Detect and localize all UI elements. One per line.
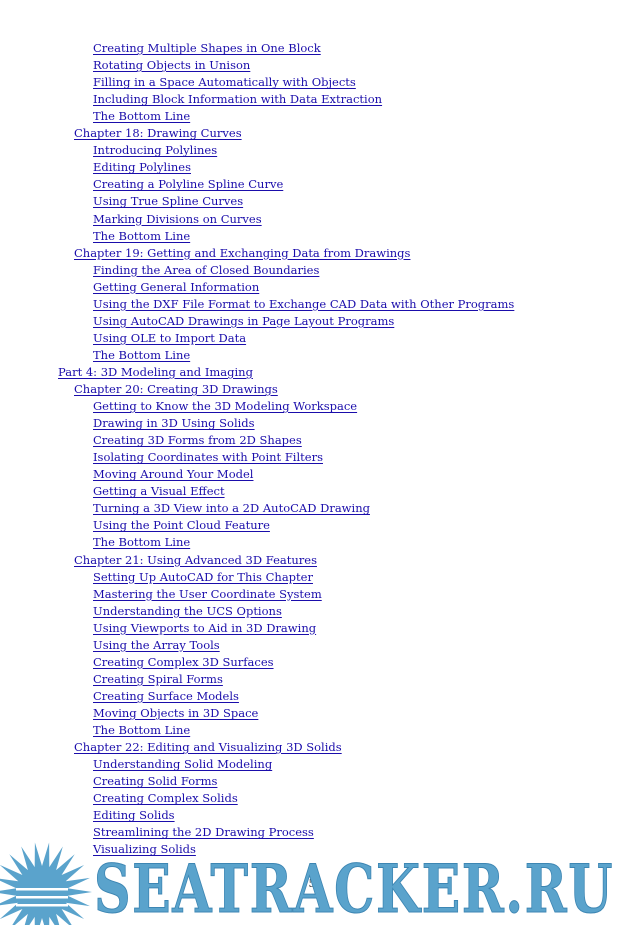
toc-link[interactable]: Using the Point Cloud Feature — [93, 518, 270, 533]
toc-link[interactable]: Chapter 19: Getting and Exchanging Data from Drawings — [74, 245, 411, 260]
toc-link[interactable]: Moving Around Your Model — [93, 467, 254, 482]
toc-link[interactable]: Part 4: 3D Modeling and Imaging — [58, 364, 253, 379]
toc-link[interactable]: Filling in a Space Automatically with Objects — [93, 75, 356, 90]
toc-link[interactable]: Using the DXF File Format to Exchange CAD Data with Other Programs — [93, 296, 515, 311]
toc-link[interactable]: Turning a 3D View into a 2D AutoCAD Drawing — [93, 501, 370, 516]
toc-link[interactable]: Rotating Objects in Unison — [93, 58, 251, 73]
toc-link[interactable]: The Bottom Line — [93, 109, 191, 124]
toc-link[interactable]: Using the Array Tools — [93, 637, 220, 652]
toc-link[interactable]: Getting General Information — [93, 279, 260, 294]
toc-link[interactable]: Marking Divisions on Curves — [93, 211, 262, 226]
toc-link[interactable]: Including Block Information with Data Extraction — [93, 92, 383, 107]
toc-link[interactable]: The Bottom Line — [93, 535, 191, 550]
watermark-text: SEATRACKER.RU — [94, 850, 614, 925]
toc-link[interactable]: Chapter 21: Using Advanced 3D Features — [74, 552, 317, 567]
toc-link[interactable]: The Bottom Line — [93, 347, 191, 362]
toc-link[interactable]: Introducing Polylines — [93, 143, 218, 158]
toc-link[interactable]: Getting to Know the 3D Modeling Workspace — [93, 399, 358, 414]
toc-link[interactable]: Using AutoCAD Drawings in Page Layout Programs — [93, 313, 395, 328]
toc-link[interactable]: Creating Complex 3D Surfaces — [93, 654, 274, 669]
toc-link[interactable]: Creating 3D Forms from 2D Shapes — [93, 433, 302, 448]
toc-link[interactable]: Visualizing Solids — [93, 842, 196, 857]
toc-link[interactable]: Creating Surface Models — [93, 688, 239, 703]
toc-link[interactable]: Chapter 22: Editing and Visualizing 3D Solids — [74, 740, 342, 755]
toc-link[interactable]: Setting Up AutoCAD for This Chapter — [93, 569, 313, 584]
watermark-logo — [0, 830, 624, 925]
toc-link[interactable]: Using True Spline Curves — [93, 194, 244, 209]
toc-link[interactable]: Creating Spiral Forms — [93, 671, 223, 686]
toc-link[interactable]: Using Viewports to Aid in 3D Drawing — [93, 620, 317, 635]
toc-link[interactable]: Understanding Solid Modeling — [93, 757, 273, 772]
toc-link[interactable]: Creating Multiple Shapes in One Block — [93, 41, 321, 55]
page-number: 5 — [308, 877, 316, 890]
toc-link[interactable]: Using OLE to Import Data — [93, 330, 247, 345]
toc-link[interactable]: Editing Solids — [93, 808, 175, 823]
toc-link[interactable]: Creating a Polyline Spline Curve — [93, 177, 284, 192]
toc-link[interactable]: Isolating Coordinates with Point Filters — [93, 450, 323, 465]
toc-link[interactable]: Streamlining the 2D Drawing Process — [93, 825, 314, 840]
toc-link[interactable]: Getting a Visual Effect — [93, 484, 225, 499]
toc-link[interactable]: The Bottom Line — [93, 723, 191, 737]
toc-link[interactable]: The Bottom Line — [93, 228, 191, 243]
toc-link[interactable]: Chapter 18: Drawing Curves — [74, 126, 242, 141]
toc-link[interactable]: Chapter 20: Creating 3D Drawings — [74, 382, 278, 396]
toc-link[interactable]: Moving Objects in 3D Space — [93, 705, 259, 720]
toc-link[interactable]: Finding the Area of Closed Boundaries — [93, 262, 320, 277]
toc-link[interactable]: Creating Complex Solids — [93, 791, 238, 806]
toc-link[interactable]: Creating Solid Forms — [93, 774, 218, 789]
sun-icon — [0, 843, 92, 925]
toc-link[interactable]: Mastering the User Coordinate System — [93, 586, 322, 601]
toc-link[interactable]: Editing Polylines — [93, 160, 191, 175]
toc-link[interactable]: Drawing in 3D Using Solids — [93, 416, 255, 431]
toc-link[interactable]: Understanding the UCS Options — [93, 603, 282, 618]
